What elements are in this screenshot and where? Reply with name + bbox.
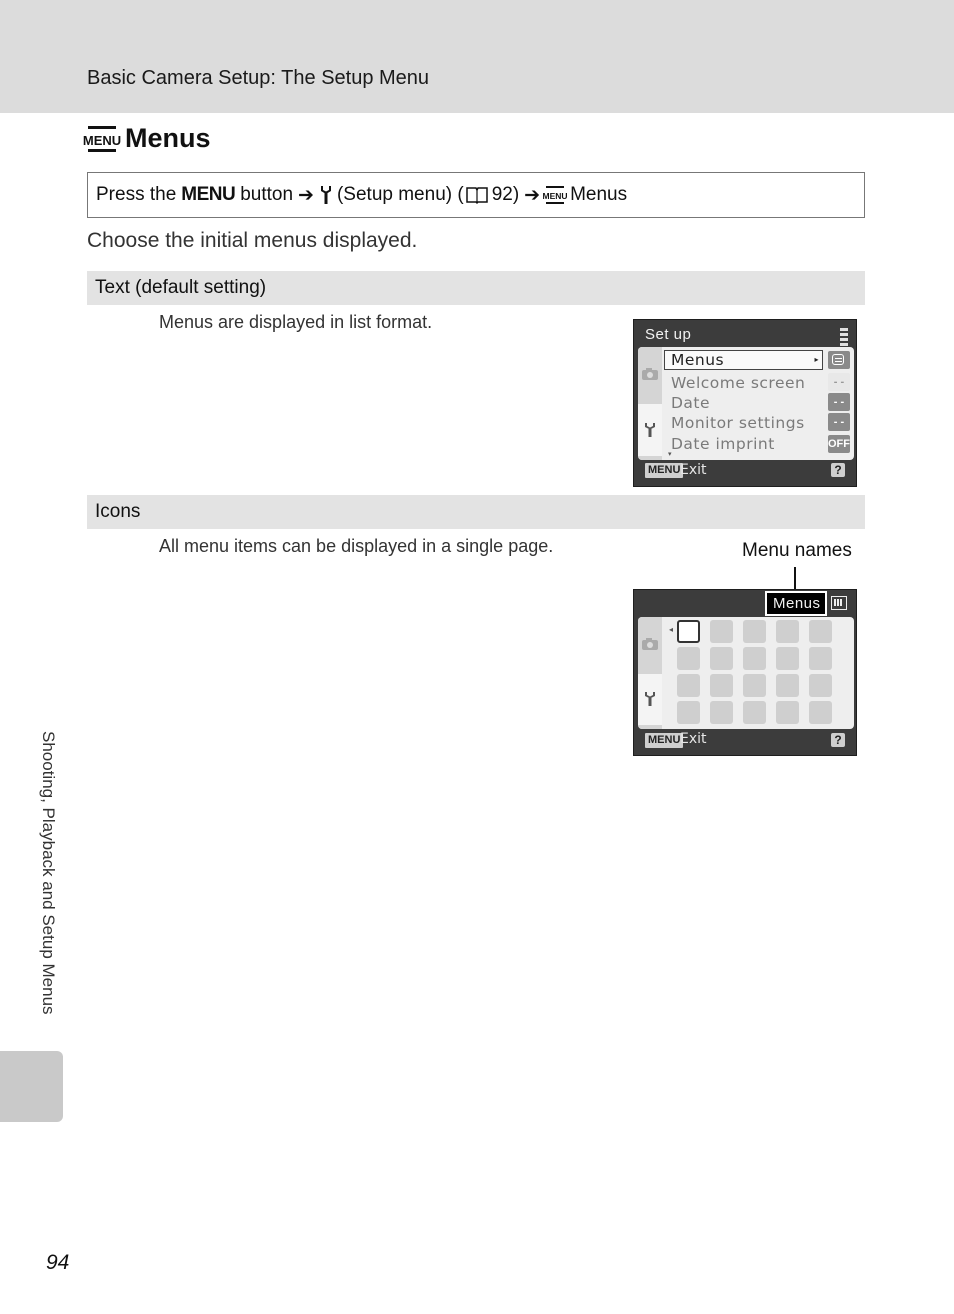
option-description-icons: All menu items can be displayed in a single page. [159, 536, 554, 556]
option-header-icons [87, 495, 865, 529]
path-button: button [240, 184, 294, 205]
callout-line [794, 567, 796, 591]
running-header: Basic Camera Setup: The Setup Menu [87, 67, 430, 89]
sound-icon[interactable] [776, 647, 799, 670]
language-icon[interactable] [710, 674, 733, 697]
path-setup: (Setup menu) ( [336, 184, 464, 205]
menu-key-tag: MENU [645, 463, 683, 478]
date-imprint-icon[interactable] [809, 620, 832, 643]
menu-glyph-icon [82, 125, 122, 153]
welcome-screen-value: - - [828, 373, 850, 391]
image-size-icon[interactable] [710, 620, 733, 643]
chevron-right-icon: ▸ [814, 355, 819, 364]
protect-key-icon[interactable] [710, 701, 733, 724]
chevron-left-icon: ◂ [669, 625, 674, 634]
navigation-path [87, 172, 865, 218]
camera-screen-icons-mode [633, 589, 857, 756]
card-icon[interactable] [809, 674, 832, 697]
page-number: 94 [46, 1251, 70, 1274]
date-value: - - [828, 393, 850, 411]
chapter-sidebar-text: Shooting, Playback and Setup Menus [39, 731, 58, 1015]
arrow-icon: ➔ [524, 184, 541, 206]
setup-tab-icon [644, 691, 656, 712]
menu-key-tag: MENU [645, 733, 683, 748]
svg-text:MENU: MENU [82, 132, 122, 148]
reset-icon[interactable] [677, 701, 700, 724]
af-assist-icon[interactable] [743, 647, 766, 670]
menu-item-welcome-screen[interactable]: Welcome screen [671, 374, 806, 392]
help-icon[interactable]: ? [831, 463, 845, 477]
grid-view-icon [831, 596, 847, 610]
tv-settings-icon[interactable] [743, 674, 766, 697]
wrench-icon [319, 185, 333, 205]
menu-name-label: Menus [773, 595, 821, 612]
callout-menu-names: Menu names [742, 540, 852, 561]
camera-tab-icon [641, 637, 659, 656]
page-title-text: Menus [125, 123, 211, 153]
monitor-settings-value: - - [828, 413, 850, 431]
chevron-down-icon: ▾ [668, 451, 672, 458]
icon-panel [638, 617, 854, 729]
exit-label[interactable]: Exit [680, 462, 707, 478]
menu-item-date[interactable]: Date [671, 394, 711, 412]
arrow-icon: ➔ [298, 184, 314, 206]
chapter-tab [0, 1051, 63, 1122]
menu-item-label: Menus [671, 351, 725, 369]
vibration-reduction-icon[interactable] [677, 647, 700, 670]
menu-item-menus[interactable] [664, 350, 823, 370]
menu-panel [638, 347, 854, 460]
date-clock-icon[interactable] [743, 620, 766, 643]
rotate-icon[interactable] [776, 701, 799, 724]
exit-label[interactable]: Exit [680, 731, 707, 747]
option-title-icons: Icons [95, 501, 141, 522]
firmware-version-icon[interactable] [809, 701, 832, 724]
help-icon[interactable]: ? [831, 733, 845, 747]
path-menus: Menus [570, 184, 628, 205]
menu-item-date-imprint[interactable]: Date imprint [671, 435, 775, 453]
option-description-text: Menus are displayed in list format. [159, 312, 433, 332]
menu-glyph-icon [542, 185, 568, 205]
camera-tab-icon [641, 367, 659, 386]
page-title [82, 123, 211, 154]
book-reference-icon [466, 186, 488, 204]
date-imprint-value: OFF [828, 435, 850, 453]
setup-tab-icon [644, 422, 656, 443]
lead-text: Choose the initial menus displayed. [87, 229, 418, 252]
menu-key-label: MENU [181, 184, 236, 205]
screen-title: Set up [645, 326, 692, 343]
menu-item-monitor-settings[interactable]: Monitor settings [671, 414, 805, 432]
auto-off-icon[interactable] [809, 647, 832, 670]
header-band [0, 0, 954, 113]
camera-screen-text-mode [633, 319, 857, 487]
svg-text:MENU: MENU [542, 191, 568, 201]
copy-icon[interactable] [743, 701, 766, 724]
option-title-text: Text (default setting) [95, 277, 267, 298]
format-memory-icon[interactable] [677, 674, 700, 697]
menus-icon[interactable] [677, 620, 700, 643]
list-view-icon [828, 351, 850, 369]
blink-warning-icon[interactable] [776, 674, 799, 697]
monitor-icon[interactable] [776, 620, 799, 643]
path-press: Press the [96, 184, 177, 205]
motion-detection-icon[interactable] [710, 647, 733, 670]
scroll-indicator [840, 328, 848, 346]
path-ref: 92) [491, 184, 520, 205]
